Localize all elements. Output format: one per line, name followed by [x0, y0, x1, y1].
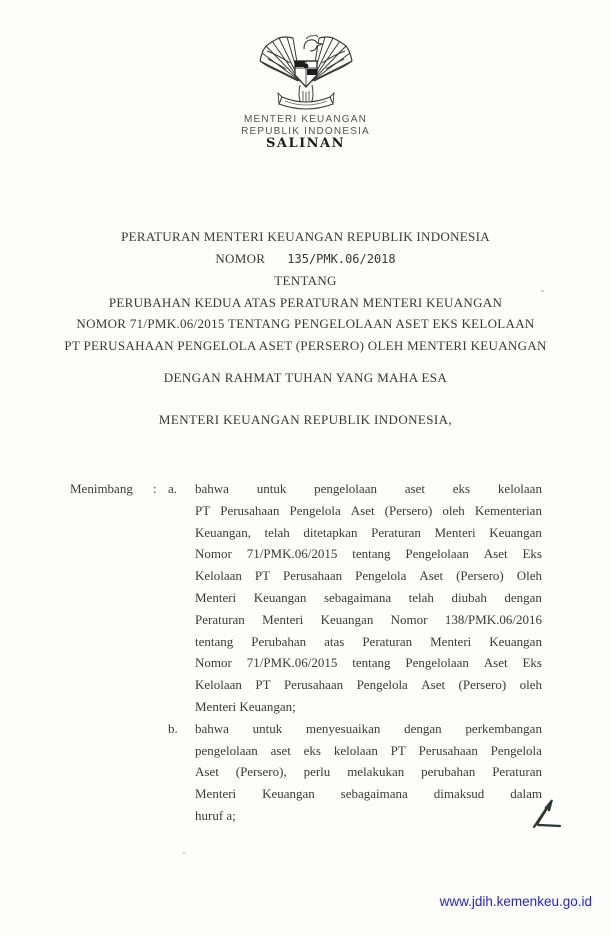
regulation-title-line: PERATURAN MENTERI KEUANGAN REPUBLIK INDONESIA	[121, 229, 490, 244]
garuda-pancasila-emblem	[254, 33, 358, 113]
nomor-label: NOMOR	[215, 250, 266, 266]
text-line: Aset (Persero), perlu melakukan perubahan Peraturan	[195, 764, 542, 780]
considering-items	[168, 478, 542, 827]
copy-stamp-label: SALINAN	[265, 136, 346, 151]
text-line: Menteri Keuangan sebagaimana telah diubah dengan	[195, 589, 542, 605]
text-line: Kelolaan PT Perusahaan Pengelola Aset (Persero) oleh	[195, 677, 542, 693]
text-line: tentang Perubahan atas Peraturan Menteri Keuangan	[195, 633, 542, 649]
considering-item-marker: b.	[168, 720, 178, 736]
text-line: Peraturan Menteri Keuangan Nomor 138/PMK.06/2016	[195, 611, 542, 627]
text-line: Nomor 71/PMK.06/2015 tentang Pengelolaan Aset Eks	[195, 655, 542, 671]
considering-item-marker: a.	[168, 481, 178, 496]
regulation-subject-line: PT PERUSAHAAN PENGELOLA ASET (PERSERO) OLEH MENTERI KEUANGAN	[64, 337, 547, 353]
text-line: pengelolaan aset eks kelolaan PT Perusahaan Pengelola	[195, 742, 542, 758]
text-line: Keuangan, telah ditetapkan Peraturan Menteri Keuangan	[195, 524, 542, 540]
handwritten-paraf-icon	[520, 793, 566, 839]
regulation-subject-line: NOMOR 71/PMK.06/2015 TENTANG PENGELOLAAN ASET EKS KELOLAAN	[76, 316, 535, 331]
text-line: bahwa untuk menyesuaikan dengan perkembangan	[195, 720, 542, 736]
regulation-number-line	[0, 248, 611, 271]
issuer-line: MENTERI KEUANGAN REPUBLIK INDONESIA,	[158, 412, 453, 427]
scan-speck	[541, 290, 544, 292]
text-line: PT Perusahaan Pengelola Aset (Persero) oleh Kementerian	[195, 502, 542, 518]
jdih-footer-url: www.jdih.kemenkeu.go.id	[439, 894, 592, 909]
considering-item	[168, 478, 542, 718]
republic-name: REPUBLIK INDONESIA	[241, 126, 370, 137]
invocation-line: DENGAN RAHMAT TUHAN YANG MAHA ESA	[163, 370, 448, 385]
regulation-subject-line: PERUBAHAN KEDUA ATAS PERATURAN MENTERI KEUANGAN	[108, 294, 503, 310]
considering-item	[168, 718, 542, 827]
nomor-value: 135/PMK.06/2018	[287, 251, 396, 266]
considering-label: Menimbang	[70, 481, 133, 496]
text-line: Nomor 71/PMK.06/2015 tentang Pengelolaan Aset Eks	[195, 546, 542, 562]
regulation-title-block	[0, 226, 611, 356]
tentang-label: TENTANG	[274, 273, 337, 288]
considering-item-text	[195, 478, 542, 718]
text-line: huruf a;	[195, 807, 236, 823]
considering-separator: :	[153, 481, 157, 496]
text-line: Kelolaan PT Perusahaan Pengelola Aset (Persero) Oleh	[195, 568, 542, 584]
ministry-name: MENTERI KEUANGAN	[243, 114, 368, 125]
text-line: Menteri Keuangan sebagaimana dimaksud dalam	[195, 786, 542, 802]
considering-item-text	[195, 718, 542, 827]
considering-section	[70, 478, 542, 827]
scan-speck	[183, 852, 185, 854]
text-line: bahwa untuk pengelolaan aset eks kelolaan	[195, 481, 542, 496]
text-line: Menteri Keuangan;	[195, 698, 296, 714]
